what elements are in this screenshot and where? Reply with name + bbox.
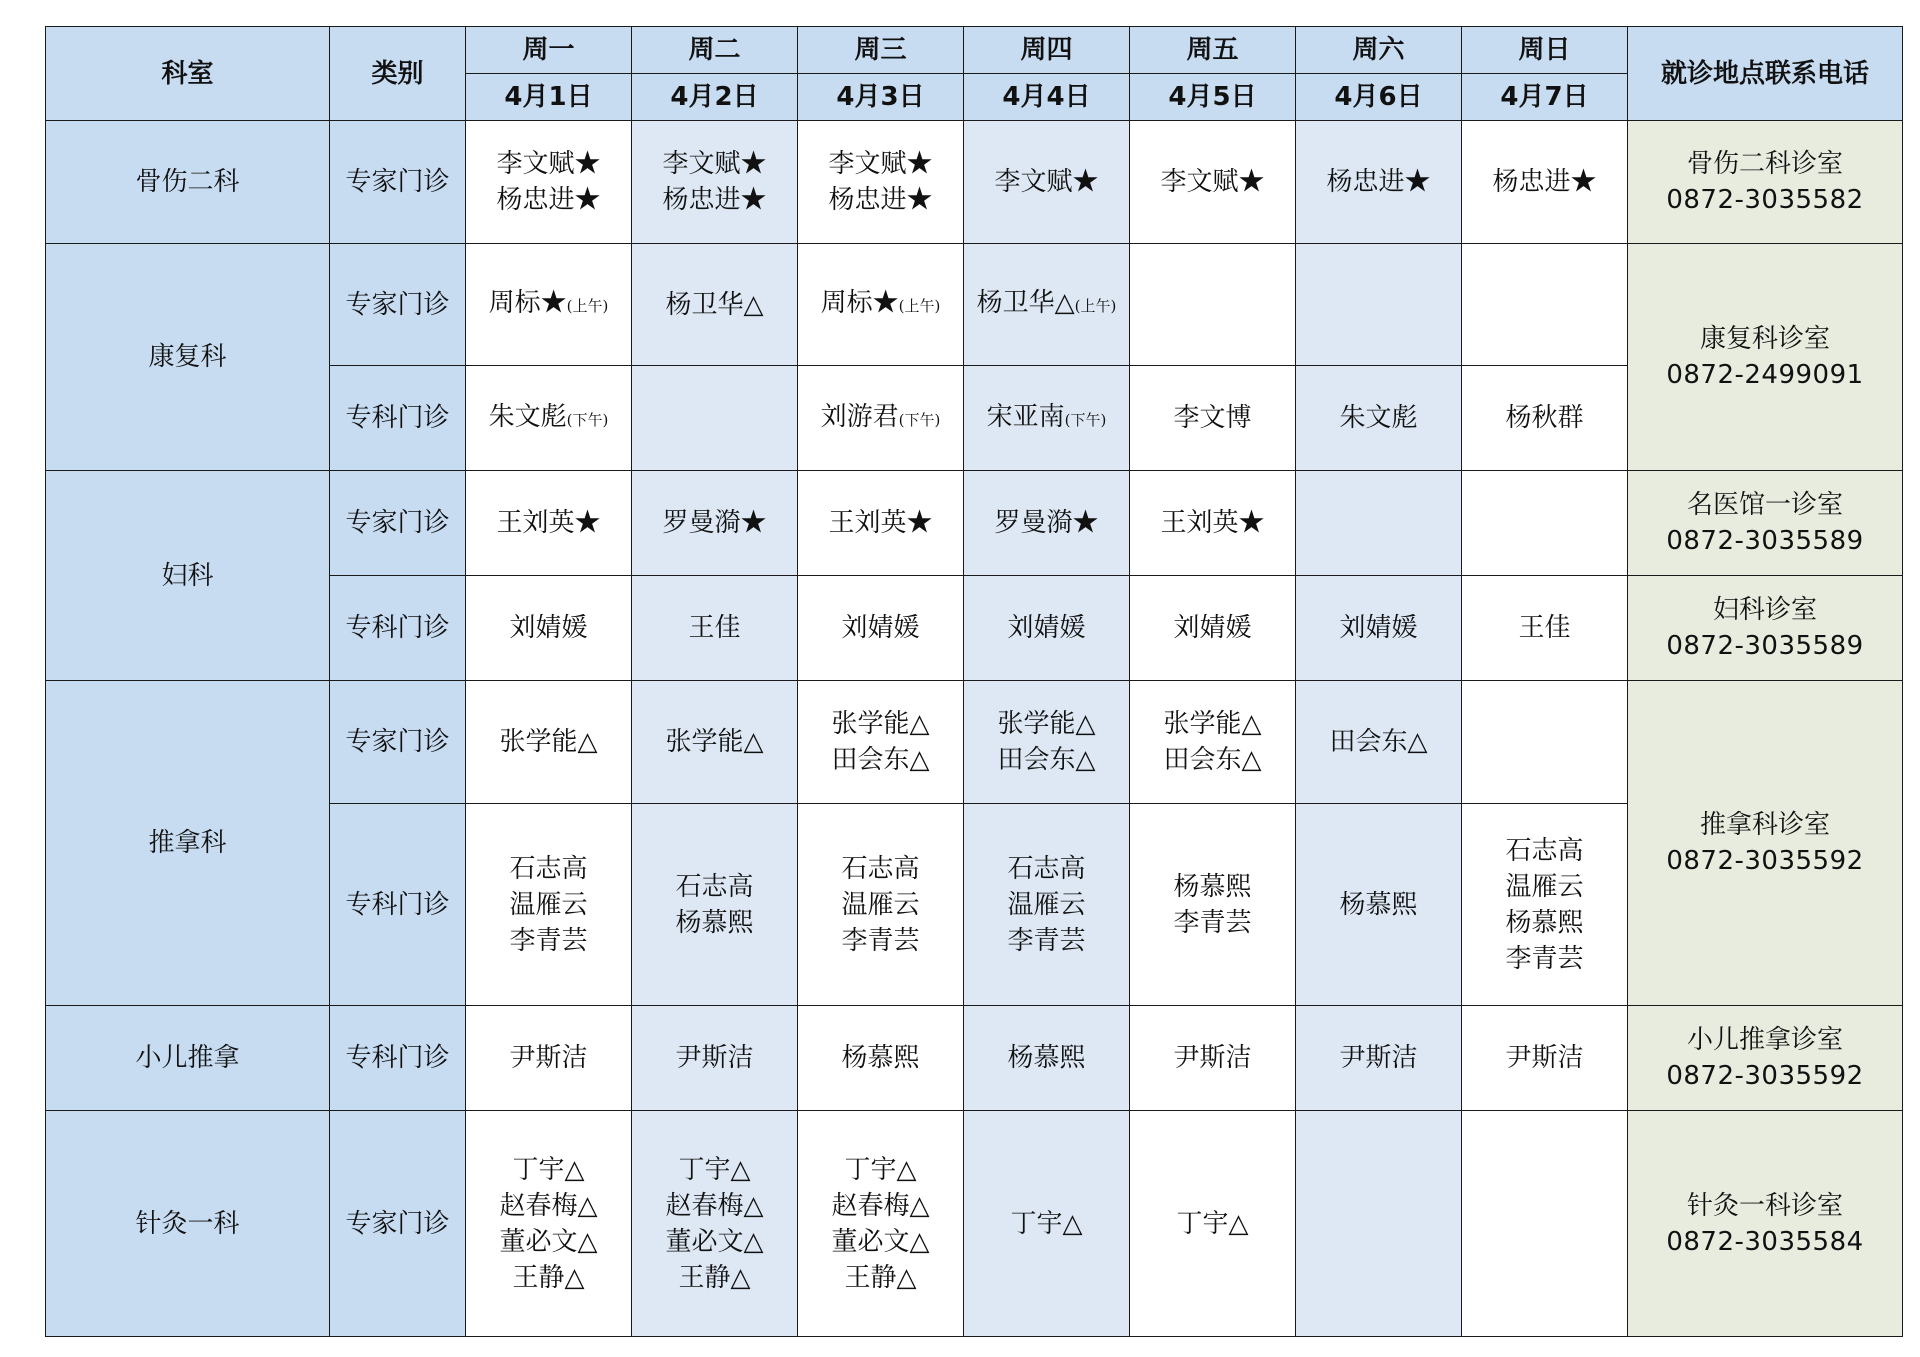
doctor-cell [1296,244,1462,366]
doctor-entry [466,610,631,646]
doctor-name: 罗曼漪★ [662,508,767,538]
doctor-entry [798,1040,963,1076]
doctor-entry [466,851,631,887]
table-row [46,471,1903,576]
doctor-entry [1130,610,1295,646]
doctor-name: 周标★ [488,288,567,318]
doctor-entry [1462,941,1627,977]
doctor-name: 周标★ [820,288,899,318]
doctor-cell [964,804,1130,1006]
session-note: (下午) [898,410,941,429]
location-cell [1628,121,1903,244]
header-weekday: 周六 [1296,27,1462,74]
doctor-entry [798,1224,963,1260]
doctor-cell [1462,804,1628,1006]
doctor-cell [1296,681,1462,804]
doctor-name: 杨忠进★ [1492,167,1597,197]
doctor-cell [1296,1006,1462,1111]
doctor-cell [964,366,1130,471]
doctor-name: 王刘英★ [1160,508,1265,538]
doctor-entry [1462,905,1627,941]
doctor-name: 刘婧媛 [1339,613,1418,643]
dept-name: 骨伤二科 [46,121,330,244]
doctor-name: 刘游君 [820,401,899,432]
doctor-entry [466,1188,631,1224]
doctor-name: 尹斯洁 [675,1043,754,1073]
doctor-entry [466,724,631,760]
doctor-entry [964,706,1129,742]
doctor-cell [466,576,632,681]
header-date: 4月1日 [466,74,632,121]
doctor-name: 罗曼漪★ [994,508,1099,538]
doctor-entry [1130,706,1295,742]
location-room: 针灸一科诊室 [1686,1190,1843,1221]
doctor-entry [466,1260,631,1296]
doctor-cell [466,121,632,244]
doctor-cell [964,471,1130,576]
session-note: (下午) [566,410,609,429]
category-label: 专家门诊 [330,244,466,366]
doctor-name: 张学能△ [499,727,598,757]
doctor-cell [632,366,798,471]
doctor-entry [964,742,1129,778]
doctor-cell [1130,1111,1296,1337]
dept-name: 推拿科 [46,681,330,1006]
doctor-entry [466,505,631,541]
doctor-entry [1296,887,1461,923]
doctor-name: 杨慕熙 [841,1043,920,1073]
doctor-name: 田会东△ [831,745,930,775]
dept-name: 小儿推拿 [46,1006,330,1111]
doctor-cell [1130,681,1296,804]
location-phone: 0872-2499091 [1666,360,1864,390]
header-weekday: 周二 [632,27,798,74]
doctor-name: 杨忠进★ [1326,167,1431,197]
doctor-name: 田会东△ [1163,745,1262,775]
session-note: (上午) [566,297,609,315]
doctor-entry [1296,164,1461,200]
location-cell [1628,244,1903,471]
doctor-name: 宋亚南 [986,401,1065,432]
location-phone: 0872-3035592 [1666,1061,1864,1091]
doctor-entry [632,182,797,218]
doctor-name: 温雁云 [1505,871,1584,902]
doctor-cell [1130,1006,1296,1111]
doctor-cell [1462,1111,1628,1337]
schedule-table [45,26,1903,1337]
doctor-entry [1130,164,1295,200]
doctor-name: 王静△ [678,1262,751,1293]
location-cell [1628,1111,1903,1337]
doctor-entry [798,182,963,218]
header-location: 就诊地点联系电话 [1628,27,1903,121]
doctor-entry [632,287,797,323]
table-row [46,121,1903,244]
doctor-entry [632,1260,797,1296]
header-weekday: 周一 [466,27,632,74]
doctor-entry [1130,869,1295,905]
doctor-entry [466,1152,631,1188]
header-date: 4月2日 [632,74,798,121]
doctor-name: 李青芸 [841,925,920,956]
header-weekday: 周日 [1462,27,1628,74]
session-note: (下午) [1064,410,1107,429]
doctor-cell [964,1006,1130,1111]
doctor-entry [964,285,1129,324]
doctor-name: 田会东△ [997,745,1096,775]
doctor-name: 尹斯洁 [1505,1043,1584,1073]
dept-name: 妇科 [46,471,330,681]
doctor-cell [1462,1006,1628,1111]
doctor-name: 董必文△ [499,1226,598,1257]
doctor-entry [1462,1040,1627,1076]
doctor-entry [1130,1206,1295,1242]
location-room: 名医馆一诊室 [1686,490,1843,520]
doctor-cell [1296,804,1462,1006]
doctor-cell [1130,471,1296,576]
doctor-cell [964,244,1130,366]
doctor-entry [1462,869,1627,905]
doctor-cell [1462,366,1628,471]
doctor-cell [798,804,964,1006]
doctor-entry [798,923,963,959]
doctor-name: 赵春梅△ [665,1190,764,1221]
doctor-entry [964,164,1129,200]
category-label: 专科门诊 [330,576,466,681]
doctor-entry [632,1188,797,1224]
doctor-cell [466,1006,632,1111]
header-date: 4月7日 [1462,74,1628,121]
doctor-cell [466,366,632,471]
doctor-cell [632,804,798,1006]
doctor-name: 温雁云 [1007,889,1086,920]
doctor-cell [1462,121,1628,244]
doctor-entry [466,1224,631,1260]
doctor-cell [466,804,632,1006]
doctor-name: 温雁云 [509,889,588,920]
location-room: 妇科诊室 [1712,595,1817,625]
doctor-name: 朱文彪 [488,401,567,432]
doctor-name: 赵春梅△ [499,1190,598,1221]
doctor-name: 田会东△ [1329,727,1428,757]
doctor-cell [632,471,798,576]
location-room: 小儿推拿诊室 [1686,1025,1843,1055]
doctor-name: 董必文△ [665,1226,764,1257]
table-body [46,121,1903,1337]
doctor-entry [798,1152,963,1188]
doctor-name: 李青芸 [1007,925,1086,956]
doctor-entry [798,610,963,646]
doctor-name: 杨忠进★ [496,185,601,215]
doctor-cell [466,681,632,804]
doctor-cell [1130,804,1296,1006]
doctor-cell [798,244,964,366]
table-row [46,244,1903,366]
doctor-name: 张学能△ [831,709,930,739]
doctor-entry [1130,1040,1295,1076]
doctor-entry [798,1260,963,1296]
dept-name: 康复科 [46,244,330,471]
doctor-name: 尹斯洁 [509,1043,588,1073]
doctor-name: 李文赋★ [662,149,767,179]
doctor-cell [632,681,798,804]
doctor-cell [1462,471,1628,576]
doctor-name: 杨卫华△ [976,288,1075,318]
doctor-cell [798,366,964,471]
doctor-cell [632,244,798,366]
doctor-cell [1296,121,1462,244]
doctor-cell [798,1111,964,1337]
header-date: 4月6日 [1296,74,1462,121]
doctor-name: 张学能△ [665,727,764,757]
table-row [46,681,1903,804]
doctor-entry [632,1040,797,1076]
category-label: 专家门诊 [330,1111,466,1337]
doctor-entry [632,1152,797,1188]
doctor-name: 朱文彪 [1339,403,1418,433]
doctor-entry [466,285,631,324]
doctor-entry [632,505,797,541]
doctor-cell [964,1111,1130,1337]
doctor-entry [1296,724,1461,760]
doctor-entry [798,146,963,182]
doctor-entry [964,610,1129,646]
doctor-name: 刘婧媛 [841,613,920,643]
doctor-name: 杨秋群 [1505,403,1584,433]
doctor-cell [964,576,1130,681]
doctor-entry [632,1224,797,1260]
category-label: 专家门诊 [330,681,466,804]
doctor-cell [632,1111,798,1337]
doctor-entry [964,851,1129,887]
doctor-name: 丁宇△ [1176,1208,1249,1239]
doctor-entry [798,887,963,923]
location-room: 康复科诊室 [1699,324,1830,354]
dept-name: 针灸一科 [46,1111,330,1337]
doctor-cell [798,576,964,681]
doctor-entry [632,869,797,905]
doctor-name: 李青芸 [1173,907,1252,938]
doctor-name: 王佳 [1518,613,1571,643]
doctor-name: 张学能△ [1163,709,1262,739]
category-label: 专家门诊 [330,121,466,244]
doctor-name: 董必文△ [831,1226,930,1257]
location-room: 推拿科诊室 [1699,810,1830,840]
doctor-entry [466,923,631,959]
doctor-entry [466,146,631,182]
doctor-name: 杨慕熙 [675,907,754,938]
doctor-cell [466,244,632,366]
doctor-cell [798,1006,964,1111]
doctor-entry [1130,400,1295,436]
header-weekday: 周五 [1130,27,1296,74]
location-phone: 0872-3035589 [1666,526,1864,556]
doctor-name: 丁宇△ [1010,1208,1083,1239]
doctor-name: 石志高 [1505,835,1584,866]
doctor-cell [798,681,964,804]
doctor-name: 丁宇△ [678,1154,751,1185]
doctor-entry [632,610,797,646]
table-row [46,1006,1903,1111]
doctor-name: 杨慕熙 [1007,1043,1086,1073]
doctor-entry [964,505,1129,541]
doctor-name: 王佳 [688,613,741,643]
doctor-cell [632,576,798,681]
doctor-entry [1462,610,1627,646]
doctor-entry [466,182,631,218]
header-date: 4月5日 [1130,74,1296,121]
doctor-cell [1130,244,1296,366]
doctor-entry [964,923,1129,959]
doctor-entry [1130,505,1295,541]
session-note: (上午) [898,297,941,315]
doctor-entry [632,905,797,941]
doctor-name: 尹斯洁 [1339,1043,1418,1073]
doctor-name: 李青芸 [1505,943,1584,974]
doctor-name: 李文赋★ [994,167,1099,197]
location-phone: 0872-3035592 [1666,846,1864,876]
location-cell [1628,471,1903,576]
doctor-entry [632,724,797,760]
doctor-cell [1130,366,1296,471]
doctor-entry [964,1040,1129,1076]
doctor-entry [798,285,963,324]
doctor-cell [1296,576,1462,681]
doctor-cell [1462,244,1628,366]
doctor-cell [1130,121,1296,244]
doctor-name: 刘婧媛 [1173,613,1252,643]
doctor-cell [1462,681,1628,804]
doctor-name: 丁宇△ [512,1154,585,1185]
doctor-name: 石志高 [509,853,588,884]
doctor-entry [1462,833,1627,869]
doctor-entry [798,399,963,438]
doctor-name: 李青芸 [509,925,588,956]
doctor-name: 石志高 [675,871,754,902]
doctor-name: 石志高 [1007,853,1086,884]
header-date: 4月3日 [798,74,964,121]
table-header [46,27,1903,121]
doctor-entry [798,851,963,887]
doctor-entry [964,887,1129,923]
doctor-cell [1296,471,1462,576]
doctor-cell [964,121,1130,244]
location-cell [1628,576,1903,681]
doctor-entry [1462,164,1627,200]
doctor-entry [632,146,797,182]
header-weekday: 周三 [798,27,964,74]
doctor-name: 王刘英★ [496,508,601,538]
doctor-name: 王静△ [844,1262,917,1293]
doctor-name: 杨慕熙 [1173,871,1252,902]
doctor-entry [466,1040,631,1076]
doctor-name: 杨卫华△ [665,289,764,320]
doctor-cell [1296,366,1462,471]
doctor-name: 李文赋★ [828,149,933,179]
doctor-entry [1296,1040,1461,1076]
category-label: 专科门诊 [330,1006,466,1111]
doctor-cell [964,681,1130,804]
doctor-entry [1130,905,1295,941]
doctor-cell [1130,576,1296,681]
session-note: (上午) [1074,297,1117,315]
doctor-cell [632,121,798,244]
doctor-entry [798,505,963,541]
doctor-entry [1462,400,1627,436]
doctor-entry [466,399,631,438]
doctor-name: 刘婧媛 [509,613,588,643]
doctor-name: 刘婧媛 [1007,613,1086,643]
doctor-cell [798,121,964,244]
doctor-name: 王刘英★ [828,508,933,538]
doctor-entry [466,887,631,923]
location-phone: 0872-3035589 [1666,631,1864,661]
doctor-cell [466,471,632,576]
doctor-name: 石志高 [841,853,920,884]
doctor-name: 李文赋★ [1160,167,1265,197]
doctor-entry [1130,742,1295,778]
category-label: 专科门诊 [330,366,466,471]
doctor-name: 温雁云 [841,889,920,920]
header-weekday: 周四 [964,27,1130,74]
header-dept: 科室 [46,27,330,121]
header-date: 4月4日 [964,74,1130,121]
doctor-entry [964,1206,1129,1242]
doctor-name: 杨慕熙 [1505,907,1584,938]
doctor-name: 丁宇△ [844,1154,917,1185]
doctor-entry [798,1188,963,1224]
location-cell [1628,1006,1903,1111]
location-room: 骨伤二科诊室 [1686,149,1843,179]
doctor-cell [1462,576,1628,681]
doctor-cell [798,471,964,576]
doctor-name: 张学能△ [997,709,1096,739]
category-label: 专科门诊 [330,804,466,1006]
doctor-entry [798,706,963,742]
doctor-entry [964,399,1129,438]
doctor-entry [1296,400,1461,436]
header-category: 类别 [330,27,466,121]
doctor-name: 尹斯洁 [1173,1043,1252,1073]
doctor-name: 李文赋★ [496,149,601,179]
doctor-entry [1296,610,1461,646]
location-phone: 0872-3035584 [1666,1226,1864,1257]
location-phone: 0872-3035582 [1666,185,1864,215]
doctor-name: 杨忠进★ [662,185,767,215]
doctor-name: 王静△ [512,1262,585,1293]
doctor-name: 杨忠进★ [828,185,933,215]
doctor-name: 李文博 [1173,403,1252,433]
doctor-entry [798,742,963,778]
doctor-cell [632,1006,798,1111]
category-label: 专家门诊 [330,471,466,576]
table-row [46,1111,1903,1337]
doctor-cell [1296,1111,1462,1337]
doctor-cell [466,1111,632,1337]
location-cell [1628,681,1903,1006]
doctor-name: 赵春梅△ [831,1190,930,1221]
doctor-name: 杨慕熙 [1339,889,1418,920]
